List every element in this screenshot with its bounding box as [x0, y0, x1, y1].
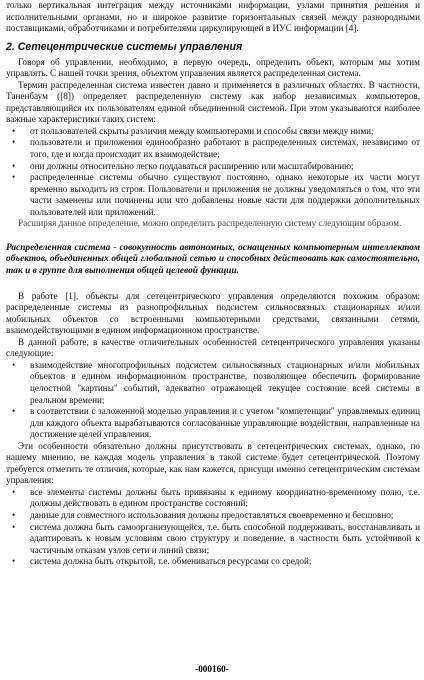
bullet-icon: •	[12, 510, 16, 521]
list-item-text: в соответствии с заложенной моделью управления и с учетом "компетенции" управляемых единиц для каждого объекта вырабатываются согласованные управляющие воздействия, направленные на достижение целей управления.	[30, 406, 420, 440]
differences-list	[6, 487, 420, 568]
list-item	[6, 161, 420, 173]
list-item	[6, 360, 420, 406]
list-item	[6, 487, 420, 510]
list-item	[6, 510, 420, 522]
list-item-text: пользователи и приложения единообразно работают в распределенных системах, независимо от того, где и когда происходит их взаимодействие;	[30, 137, 420, 160]
paragraph-5: В данной работе, в качестве отличительных особенностей сетецентрического управления указаны следующие:	[6, 336, 420, 359]
list-item-text: все элементы системы должны быть привязаны к единому координатно-временному полю, т.е. должны действовать в едином пространстве состояний;	[30, 486, 420, 509]
bullet-icon: •	[12, 486, 16, 497]
list-item-text: они должны относительно легко поддаваться расширению или масштабированию;	[30, 160, 354, 171]
list-item	[6, 126, 420, 138]
intro-paragraph: только вертикальная интеграция между источниками информации, узлами принятия решения и исполнительными органами, но и широкое развитие горизонтальных связей между разнородными поставщиками, обработчиками и потребителями циркулирующей в ИУС информации [4].	[6, 0, 420, 34]
definition-block: Распределенная система - совокупность автономных, оснащенных компьютерным интеллектом объектов, объединенных общей глобальной сетью и способных действовать как самостоятельно, так и в группе для выполнения общей целевой функции.	[6, 242, 420, 277]
list-item-text: взаимодействие многопрофильных подсистем сильносвязных стационарных и/или мобильных объектов в едином информационном пространстве, позволяющее обеспечить формирование целостной "картины" событий, адекватно отражающей текущее состояние всей системы в реальном времени;	[30, 359, 420, 405]
bullet-icon: •	[12, 160, 16, 171]
paragraph-3: Расширяя данное определение, можно определить распределенную систему следующим образом.	[18, 218, 402, 229]
bullet-icon: •	[12, 406, 16, 417]
list-item-text: от пользователей скрыты различия между компьютерами и способы связи между ними;	[30, 125, 374, 136]
bullet-icon: •	[12, 125, 16, 136]
list-item	[6, 406, 420, 441]
paragraph-1: Говоря об управлении, необходимо, в первую очередь, определить объект, которым мы хотим управлять. С нашей точки зрения, объектом управления является распределенная система.	[6, 56, 420, 79]
list-item	[6, 172, 420, 218]
bullet-icon: •	[12, 556, 16, 567]
bullet-icon: •	[12, 521, 16, 532]
list-item	[6, 137, 420, 160]
list-item	[6, 522, 420, 557]
bullet-icon: •	[12, 137, 16, 148]
paragraph-6: Эти особенности обязательно должны присутствовать в сетецентрических системах, однако, по нашему мнению, не каждая модель управления в такой системе будет сетецентрической. Поэтому требуется отметить те отличия, которые, как нам кажется, присущи именно сетецентрическим системам управления:	[6, 440, 420, 486]
page-number: -000160-	[195, 664, 229, 674]
list-item-text: система должна быть открытой, т.е. обмениваться ресурсами со средой;	[30, 556, 312, 567]
list-item-text: система должна быть самоорганизующейся, т.е. быть способной поддерживать, восстанавливать и адаптировать к новым условиям свою структуру и поведение, в частности быть устойчивой к частичным отказам узлов сети и линий связи;	[30, 521, 420, 555]
list-item-text: распределенные системы обычно существуют постоянно, однако некоторые их части могут временно выходить из строя. Пользователи и приложения не должны уведомляться о том, что эти части заменены или починены или что добавлены новые части для поддержки дополнительных пользователей или приложений.	[30, 172, 420, 217]
paragraph-4: В работе [1], объекты для сетецентрического управления определяются похожим образом: распределенные системы из разнопрофильных подсистем сильносвязных стационарных и/или мобильных объектов со встроенными компьютерными средствами, связанными сетями, взаимодействующими в едином информационном пространстве.	[6, 290, 420, 336]
list-item	[6, 556, 420, 568]
characteristics-list	[6, 126, 420, 218]
bullet-icon: •	[12, 172, 16, 183]
list-item-text: данные для совместного использования должны предоставляться своевременно и бесшовно;	[30, 510, 394, 521]
section-heading: 2. Сетецентрические системы управления	[6, 40, 243, 53]
paragraph-2: Термин распределенная система известен давно и применяется в различных областях. В частности, Таненбаум ([8]) определяет распределенную систему как набор независимых компьютеров, представляющийся их пользователям единой объединенной системой. При этом указываются наиболее важные характеристики таких систем:	[6, 79, 420, 125]
bullet-icon: •	[12, 359, 16, 370]
features-list	[6, 360, 420, 441]
